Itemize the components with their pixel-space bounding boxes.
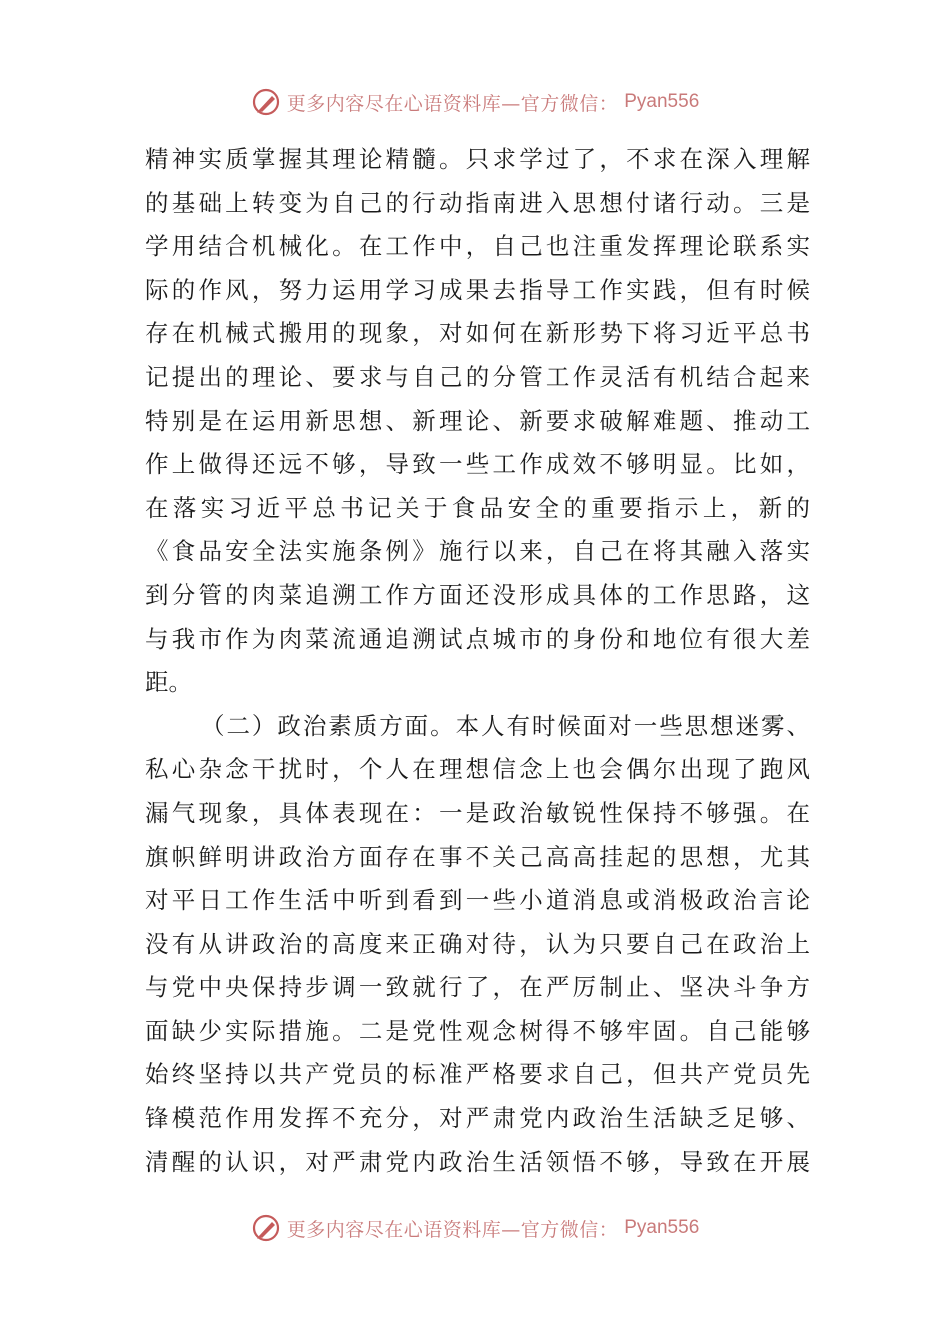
text-line: 际的作风，努力运用学习成果去指导工作实践，但有时候 <box>145 275 810 304</box>
footer-watermark <box>0 1208 950 1248</box>
text-line: 旗帜鲜明讲政治方面存在事不关己高高挂起的思想，尤其 <box>145 842 810 871</box>
text-line: 距。 <box>145 668 192 697</box>
paragraph-2 <box>145 705 810 1185</box>
text-line: 与党中央保持步调一致就行了，在严厉制止、坚决斗争方 <box>145 973 810 1002</box>
text-line: 的基础上转变为自己的行动指南进入思想付诸行动。三是 <box>145 188 810 217</box>
text-line: 始终坚持以共产党员的标准严格要求自己，但共产党员先 <box>145 1060 810 1089</box>
text-line: 私心杂念干扰时，个人在理想信念上也会偶尔出现了跑风 <box>145 755 810 784</box>
paragraph-1 <box>145 138 810 705</box>
text-line: 到分管的肉菜追溯工作方面还没形成具体的工作思路，这 <box>145 580 810 609</box>
text-line: 清醒的认识，对严肃党内政治生活领悟不够，导致在开展 <box>145 1147 810 1176</box>
watermark-text: 更多内容尽在心语资料库—官方微信： <box>286 92 619 115</box>
header-watermark <box>0 82 950 122</box>
text-line: 存在机械式搬用的现象，对如何在新形势下将习近平总书 <box>145 319 810 348</box>
watermark-text: 更多内容尽在心语资料库—官方微信： <box>286 1218 619 1241</box>
text-line: 锋模范作用发挥不充分，对严肃党内政治生活缺乏足够、 <box>145 1104 810 1133</box>
watermark-wechat-id: Pyan556 <box>624 1217 700 1238</box>
text-line: 精神实质掌握其理论精髓。只求学过了，不求在深入理解 <box>145 145 810 173</box>
text-line: 对平日工作生活中听到看到一些小道消息或消极政治言论 <box>145 886 810 915</box>
document-body <box>145 138 810 1184</box>
text-line: （二）政治素质方面。本人有时候面对一些思想迷雾、 <box>201 711 810 740</box>
watermark-wechat-id: Pyan556 <box>624 91 700 112</box>
text-line: 没有从讲政治的高度来正确对待，认为只要自己在政治上 <box>145 929 810 958</box>
text-line: 特别是在运用新思想、新理论、新要求破解难题、推动工 <box>145 406 810 435</box>
text-line: 在落实习近平总书记关于食品安全的重要指示上，新的 <box>145 493 810 522</box>
pen-logo-icon <box>251 1213 281 1243</box>
text-line: 作上做得还远不够，导致一些工作成效不够明显。比如， <box>145 450 810 479</box>
text-line: 漏气现象，具体表现在：一是政治敏锐性保持不够强。在 <box>145 798 810 827</box>
pen-logo-icon <box>251 87 281 117</box>
text-line: 《食品安全法实施条例》施行以来，自己在将其融入落实 <box>145 537 810 566</box>
text-line: 与我市作为肉菜流通追溯试点城市的身份和地位有很大差 <box>145 624 810 653</box>
text-line: 学用结合机械化。在工作中，自己也注重发挥理论联系实 <box>145 232 810 261</box>
text-line: 记提出的理论、要求与自己的分管工作灵活有机结合起来 <box>145 362 810 391</box>
text-line: 面缺少实际措施。二是党性观念树得不够牢固。自己能够 <box>145 1016 810 1045</box>
